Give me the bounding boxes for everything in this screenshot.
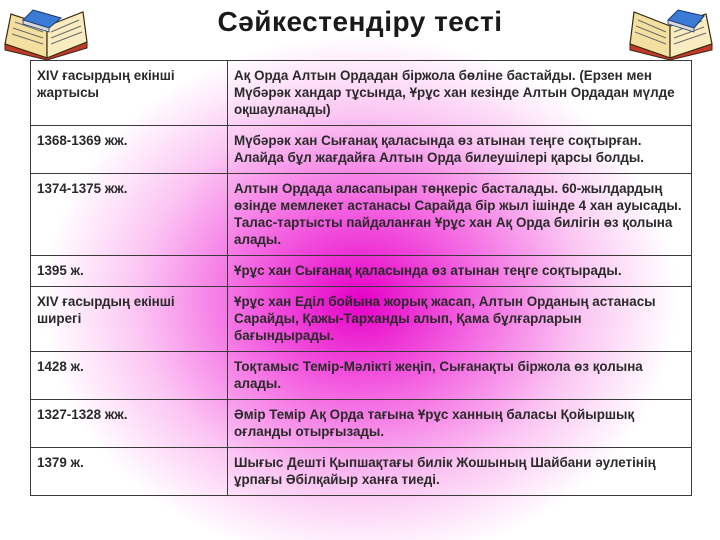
event-cell: Ұрұс хан Сығанақ қаласында өз атынан теңге соқтырады. <box>228 256 692 287</box>
table-row <box>31 256 692 287</box>
date-cell: XIV ғасырдың екінші ширегі <box>31 287 228 352</box>
event-cell: Тоқтамыс Темір-Мәлікті жеңіп, Сығанақты біржола өз қолына алады. <box>228 352 692 400</box>
event-cell: Әмір Темір Ақ Орда тағына Ұрұс ханның баласы Қойыршық оғланды отырғызады. <box>228 400 692 448</box>
event-cell: Ұрұс хан Еділ бойына жорық жасап, Алтын Орданың астанасы Сарайды, Қажы-Тарханды алып, Қама бұлғарларын бағындырады. <box>228 287 692 352</box>
page-title: Сәйкестендіру тесті <box>217 6 503 37</box>
event-cell: Алтын Ордада аласапыран төңкеріс басталады. 60-жылдардың өзінде мемлекет астанасы Сарайда бір жыл ішінде 4 хан ауысады. Талас-тартысты пайдаланған Ұрұс хан Ақ Орда билігін өз қолына алады. <box>228 174 692 256</box>
table-row <box>31 174 692 256</box>
date-cell: XIV ғасырдың екінші жартысы <box>31 61 228 126</box>
date-cell: 1428 ж. <box>31 352 228 400</box>
table-row <box>31 448 692 496</box>
table-row <box>31 352 692 400</box>
date-cell: 1395 ж. <box>31 256 228 287</box>
event-cell: Мүбәрәк хан Сығанақ қаласында өз атынан теңге соқтырған. Алайда бұл жағдайға Алтын Орда билеушілері қарсы болды. <box>228 126 692 174</box>
matching-table <box>30 60 692 496</box>
table-row <box>31 126 692 174</box>
date-cell: 1368-1369 жж. <box>31 126 228 174</box>
event-cell: Шығыс Дешті Қыпшақтағы билік Жошының Шайбани әулетінің ұрпағы Әбілқайыр ханға тиеді. <box>228 448 692 496</box>
event-cell: Ақ Орда Алтын Ордадан біржола бөліне бастайды. (Ерзен мен Мүбәрәк хандар тұсында, Ұрұс хан кезінде Алтын Ордадан мүлде оқшауланады) <box>228 61 692 126</box>
table-row <box>31 61 692 126</box>
date-cell: 1327-1328 жж. <box>31 400 228 448</box>
table-row <box>31 400 692 448</box>
date-cell: 1374-1375 жж. <box>31 174 228 256</box>
date-cell: 1379 ж. <box>31 448 228 496</box>
table-row <box>31 287 692 352</box>
